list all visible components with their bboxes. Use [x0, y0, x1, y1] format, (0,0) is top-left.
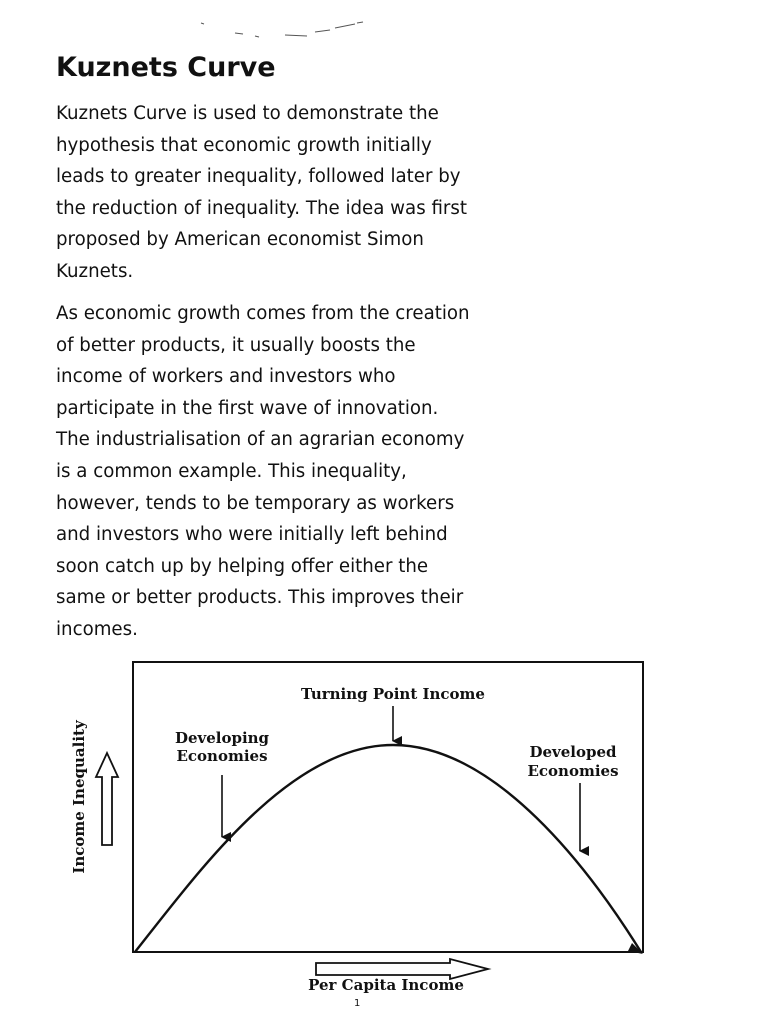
text-line: same or better products. This improves their [56, 587, 464, 609]
text-line: As economic growth comes from the creation [56, 303, 470, 324]
text-line: income of workers and investors who [56, 366, 396, 388]
text-line: and investors who were initially left behind [56, 524, 448, 546]
paragraph-explanation [56, 298, 526, 646]
x-axis-label: Per Capita Income [308, 976, 464, 994]
y-axis-hollow-arrow-icon [96, 753, 118, 845]
text-line: participate in the first wave of innovation. [56, 397, 439, 419]
diagram-frame [133, 662, 643, 952]
diagram-svg [60, 655, 660, 1015]
developing-label-line2: Economies [176, 747, 268, 765]
developed-label-line1: Developed [529, 743, 617, 761]
text-line: the reduction of inequality. The idea was first [56, 197, 467, 219]
text-line: soon catch up by helping offer either the [56, 555, 429, 577]
text-line: is a common example. This inequality, [56, 460, 407, 482]
text-line: The industrialisation of an agrarian economy [56, 429, 465, 451]
text-line: hypothesis that economic growth initially [56, 134, 432, 156]
paragraph-intro [56, 98, 526, 288]
developing-label-line1: Developing [174, 729, 270, 747]
turning-point-label: Turning Point Income [301, 685, 485, 703]
text-line: Kuznets. [56, 260, 134, 282]
scan-marks [195, 18, 375, 42]
y-axis-label: Income Inequality [70, 720, 88, 874]
text-line: of better products, it usually boosts the [56, 334, 416, 356]
page-number: 1 [354, 998, 361, 1009]
developed-label-line2: Economies [527, 762, 619, 780]
kuznets-curve-diagram [60, 655, 660, 1015]
text-line: however, tends to be temporary as workers [56, 492, 455, 514]
text-line: Kuznets Curve is used to demonstrate the [56, 103, 439, 124]
text-line: incomes. [56, 618, 138, 640]
page-title: Kuznets Curve [56, 52, 276, 83]
text-line: leads to greater inequality, followed later by [56, 166, 461, 188]
text-line: proposed by American economist Simon [56, 229, 424, 251]
